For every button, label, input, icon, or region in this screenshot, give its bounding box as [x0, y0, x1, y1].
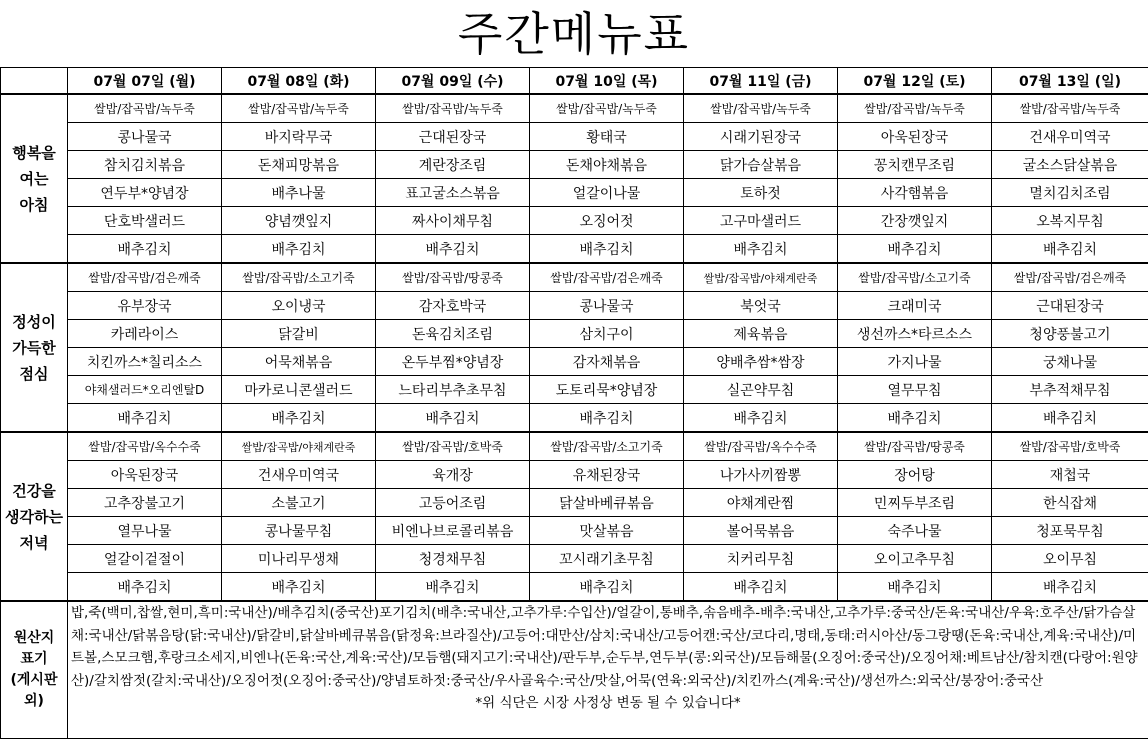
meal-label-line: 아침	[20, 196, 49, 214]
menu-item: 배추김치	[222, 235, 376, 264]
dinner-row	[1, 461, 1148, 489]
menu-item: 참치김치볶음	[68, 151, 222, 179]
menu-item: 숙주나물	[838, 517, 992, 545]
lunch-row	[1, 404, 1148, 433]
menu-item: 굴소스닭살볶음	[992, 151, 1148, 179]
lunch-row	[1, 320, 1148, 348]
menu-item: 돈채야채볶음	[530, 151, 684, 179]
menu-item: 황태국	[530, 123, 684, 151]
menu-item: 삼치구이	[530, 320, 684, 348]
lunch-row	[1, 348, 1148, 376]
menu-item: 도토리묵*양념장	[530, 376, 684, 404]
menu-item: 재첩국	[992, 461, 1148, 489]
menu-item: 열무무침	[838, 376, 992, 404]
menu-item: 배추나물	[222, 179, 376, 207]
menu-item: 고등어조림	[376, 489, 530, 517]
menu-item: 치킨까스*칠리소스	[68, 348, 222, 376]
menu-item: 오이무침	[992, 545, 1148, 573]
breakfast-row	[1, 179, 1148, 207]
menu-item: 쌀밥/잡곡밥/소고기죽	[838, 263, 992, 292]
menu-item: 쌀밥/잡곡밥/호박죽	[376, 432, 530, 461]
dinner-row	[1, 545, 1148, 573]
menu-item: 열무나물	[68, 517, 222, 545]
menu-item: 연두부*양념장	[68, 179, 222, 207]
day-header: 07월 07일 (월)	[68, 68, 222, 95]
meal-label-line: 가득한	[12, 339, 55, 357]
menu-item: 배추김치	[530, 573, 684, 602]
menu-item: 아욱된장국	[838, 123, 992, 151]
menu-item: 쌀밥/잡곡밥/옥수수죽	[68, 432, 222, 461]
lunch-row	[1, 263, 1148, 292]
dinner-row	[1, 573, 1148, 602]
menu-item: 배추김치	[838, 235, 992, 264]
meal-label-line: 행복을	[12, 144, 55, 162]
menu-item: 배추김치	[530, 235, 684, 264]
menu-item: 토하젓	[684, 179, 838, 207]
dinner-row	[1, 489, 1148, 517]
meal-label-line: 저녁	[20, 534, 49, 552]
menu-item: 아욱된장국	[68, 461, 222, 489]
menu-item: 소불고기	[222, 489, 376, 517]
menu-item: 고추장불고기	[68, 489, 222, 517]
menu-item: 감자채볶음	[530, 348, 684, 376]
menu-item: 쌀밥/잡곡밥/야채계란죽	[222, 432, 376, 461]
menu-item: 짜사이채무침	[376, 207, 530, 235]
menu-item: 배추김치	[992, 404, 1148, 433]
menu-item: 쌀밥/잡곡밥/옥수수죽	[684, 432, 838, 461]
meal-label-line: 정성이	[12, 313, 55, 331]
lunch-label	[1, 263, 68, 432]
menu-item: 닭갈비	[222, 320, 376, 348]
menu-item: 배추김치	[68, 404, 222, 433]
menu-item: 배추김치	[992, 573, 1148, 602]
menu-item: 배추김치	[530, 404, 684, 433]
menu-item: 바지락무국	[222, 123, 376, 151]
menu-item: 멸치김치조림	[992, 179, 1148, 207]
menu-item: 근대된장국	[376, 123, 530, 151]
menu-item: 카레라이스	[68, 320, 222, 348]
menu-item: 건새우미역국	[992, 123, 1148, 151]
day-header-row	[1, 68, 1148, 95]
menu-item: 쌀밥/잡곡밥/검은깨죽	[530, 263, 684, 292]
menu-item: 배추김치	[838, 573, 992, 602]
menu-item: 쌀밥/잡곡밥/녹두죽	[68, 94, 222, 123]
menu-item: 배추김치	[376, 235, 530, 264]
menu-item: 계란장조림	[376, 151, 530, 179]
menu-item: 볼어묵볶음	[684, 517, 838, 545]
menu-body	[1, 94, 1148, 601]
menu-item: 배추김치	[992, 235, 1148, 264]
origin-label-line: 외)	[24, 693, 44, 709]
dinner-row	[1, 432, 1148, 461]
menu-item: 콩나물국	[530, 292, 684, 320]
menu-item: 마카로니콘샐러드	[222, 376, 376, 404]
menu-change-notice: *위 식단은 시장 사정상 변동 될 수 있습니다*	[71, 692, 1145, 715]
day-header: 07월 11일 (금)	[684, 68, 838, 95]
menu-item: 쌀밥/잡곡밥/소고기죽	[530, 432, 684, 461]
menu-item: 북엇국	[684, 292, 838, 320]
origin-label-line: 표기	[20, 651, 47, 667]
menu-item: 돈육김치조림	[376, 320, 530, 348]
menu-item: 맛살볶음	[530, 517, 684, 545]
menu-item: 육개장	[376, 461, 530, 489]
menu-item: 오이냉국	[222, 292, 376, 320]
menu-item: 청경채무침	[376, 545, 530, 573]
menu-item: 오복지무침	[992, 207, 1148, 235]
menu-item: 꽁치캔무조림	[838, 151, 992, 179]
menu-item: 배추김치	[838, 404, 992, 433]
menu-item: 돈채피망볶음	[222, 151, 376, 179]
menu-item: 생선까스*타르소스	[838, 320, 992, 348]
menu-item: 닭살바베큐볶음	[530, 489, 684, 517]
menu-item: 건새우미역국	[222, 461, 376, 489]
menu-item: 오징어젓	[530, 207, 684, 235]
lunch-row	[1, 292, 1148, 320]
menu-item: 어묵채볶음	[222, 348, 376, 376]
menu-item: 궁채나물	[992, 348, 1148, 376]
menu-item: 야채계란찜	[684, 489, 838, 517]
menu-item: 크래미국	[838, 292, 992, 320]
origin-label	[1, 601, 68, 739]
menu-item: 느타리부추초무침	[376, 376, 530, 404]
menu-item: 온두부찜*양념장	[376, 348, 530, 376]
origin-text: 밥,죽(백미,찹쌀,현미,흑미:국내산)/배추김치(중국산)포기김치(배추:국내산,고추가루:수입산)/얼갈이,통배추,솎음배추-배추:국내산,고추가루:중국산/돈육:국내산/우육:호주산/닭가슴살채:국내산/닭볶음탕(닭:국내산)/닭갈비,닭살바베큐볶음(닭정육:브라질산)/고등어:대만산/삼치:국내산/고등어캔:국산/코다리,명태,동태:러시아산/동그랑땡(돈육:국내산,계육:국내산)/미트볼,스모크햄,후랑크소세지,비엔나(돈육:국산,계육:국산)/모듬햄(돼지고기:국내산)/판두부,순두부,연두부(콩:외국산)/모듬해물(오징어:중국산)/오징어채:베트남산/참치캔(다랑어:원양산)/갈치쌈젓(갈치:국내산)/오징어젓(오징어:중국산)/양념토하젓:중국산/우사골육수:국산/맛살,어묵(연육:외국산)/치킨까스(계육:국산)/생선까스:외국산/붕장어:중국산	[71, 605, 1138, 689]
breakfast-label	[1, 94, 68, 263]
menu-item: 야채샐러드*오리엔탈D	[68, 376, 222, 404]
menu-item: 쌀밥/잡곡밥/검은깨죽	[992, 263, 1148, 292]
menu-item: 쌀밥/잡곡밥/녹두죽	[992, 94, 1148, 123]
menu-item: 배추김치	[222, 573, 376, 602]
day-header: 07월 08일 (화)	[222, 68, 376, 95]
menu-item: 쌀밥/잡곡밥/호박죽	[992, 432, 1148, 461]
menu-item: 배추김치	[222, 404, 376, 433]
origin-row	[1, 601, 1148, 739]
menu-item: 제육볶음	[684, 320, 838, 348]
menu-item: 시래기된장국	[684, 123, 838, 151]
dinner-row	[1, 517, 1148, 545]
dinner-label	[1, 432, 68, 601]
day-header: 07월 09일 (수)	[376, 68, 530, 95]
menu-item: 고구마샐러드	[684, 207, 838, 235]
menu-item: 가지나물	[838, 348, 992, 376]
origin-label-line: (게시판	[11, 672, 58, 688]
menu-item: 쌀밥/잡곡밥/녹두죽	[222, 94, 376, 123]
menu-item: 민찌두부조림	[838, 489, 992, 517]
weekly-menu-table	[0, 67, 1148, 739]
menu-item: 배추김치	[684, 235, 838, 264]
menu-item: 청양풍불고기	[992, 320, 1148, 348]
menu-item: 배추김치	[376, 573, 530, 602]
menu-item: 청포묵무침	[992, 517, 1148, 545]
meal-label-line: 생각하는	[5, 508, 63, 526]
menu-item: 배추김치	[68, 573, 222, 602]
breakfast-row	[1, 207, 1148, 235]
menu-item: 쌀밥/잡곡밥/녹두죽	[530, 94, 684, 123]
menu-item: 쌀밥/잡곡밥/땅콩죽	[838, 432, 992, 461]
menu-item: 치커리무침	[684, 545, 838, 573]
menu-item: 배추김치	[68, 235, 222, 264]
breakfast-row	[1, 123, 1148, 151]
menu-item: 콩나물국	[68, 123, 222, 151]
menu-item: 얼갈이겉절이	[68, 545, 222, 573]
menu-item: 얼갈이나물	[530, 179, 684, 207]
menu-item: 오이고추무침	[838, 545, 992, 573]
menu-item: 단호박샐러드	[68, 207, 222, 235]
menu-item: 양배추쌈*쌈장	[684, 348, 838, 376]
menu-item: 간장깻잎지	[838, 207, 992, 235]
menu-item: 쌀밥/잡곡밥/녹두죽	[376, 94, 530, 123]
day-header: 07월 10일 (목)	[530, 68, 684, 95]
menu-item: 사각햄볶음	[838, 179, 992, 207]
menu-item: 콩나물무침	[222, 517, 376, 545]
corner-cell	[1, 68, 68, 95]
menu-item: 나가사끼짬뽕	[684, 461, 838, 489]
menu-item: 쌀밥/잡곡밥/검은깨죽	[68, 263, 222, 292]
meal-label-line: 건강을	[12, 482, 55, 500]
menu-item: 미나리무생채	[222, 545, 376, 573]
menu-item: 쌀밥/잡곡밥/땅콩죽	[376, 263, 530, 292]
menu-item: 쌀밥/잡곡밥/녹두죽	[838, 94, 992, 123]
menu-item: 표고굴소스볶음	[376, 179, 530, 207]
menu-item: 배추김치	[684, 404, 838, 433]
meal-label-line: 점심	[20, 365, 49, 383]
menu-item: 비엔나브로콜리볶음	[376, 517, 530, 545]
breakfast-row	[1, 151, 1148, 179]
lunch-row	[1, 376, 1148, 404]
day-header: 07월 13일 (일)	[992, 68, 1148, 95]
menu-item: 배추김치	[684, 573, 838, 602]
menu-item: 양념깻잎지	[222, 207, 376, 235]
breakfast-row	[1, 235, 1148, 264]
menu-item: 꼬시래기초무침	[530, 545, 684, 573]
menu-item: 감자호박국	[376, 292, 530, 320]
menu-item: 쌀밥/잡곡밥/야채계란죽	[684, 263, 838, 292]
menu-item: 근대된장국	[992, 292, 1148, 320]
menu-item: 장어탕	[838, 461, 992, 489]
origin-info	[68, 601, 1148, 739]
menu-item: 쌀밥/잡곡밥/소고기죽	[222, 263, 376, 292]
day-header: 07월 12일 (토)	[838, 68, 992, 95]
menu-item: 실곤약무침	[684, 376, 838, 404]
menu-item: 유채된장국	[530, 461, 684, 489]
menu-item: 배추김치	[376, 404, 530, 433]
page-title: 주간메뉴표	[0, 0, 1148, 68]
menu-item: 쌀밥/잡곡밥/녹두죽	[684, 94, 838, 123]
menu-item: 부추적채무침	[992, 376, 1148, 404]
menu-item: 유부장국	[68, 292, 222, 320]
origin-label-line: 원산지	[14, 630, 55, 646]
breakfast-row	[1, 94, 1148, 123]
menu-item: 한식잡채	[992, 489, 1148, 517]
meal-label-line: 여는	[20, 170, 49, 188]
menu-item: 닭가슴살볶음	[684, 151, 838, 179]
